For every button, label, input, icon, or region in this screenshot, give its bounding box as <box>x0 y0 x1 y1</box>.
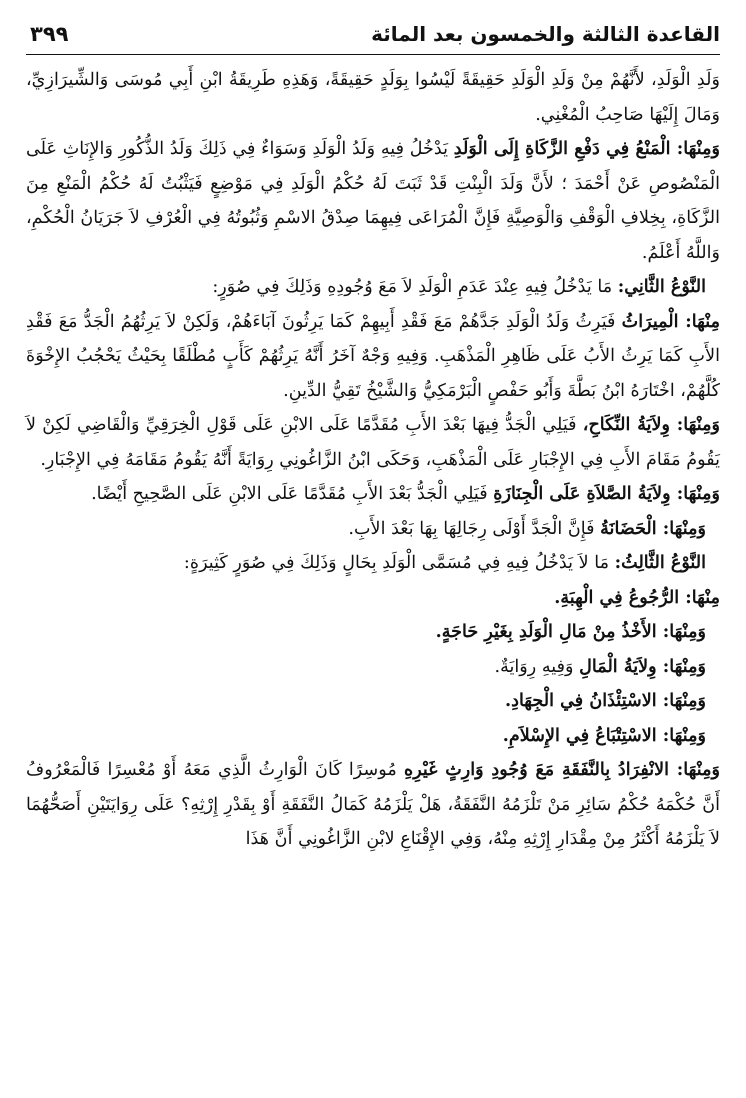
paragraph-lead: مِنْهَا: الْمِيرَاثُ <box>621 310 720 332</box>
paragraph-text: فَيَلِي الْجَدُّ بَعْدَ الأَبِ مُقَدَّمًا عَلَى الابْنِ عَلَى الصَّحِيحِ أَيْضًا. <box>91 484 494 504</box>
page-body <box>26 63 720 857</box>
paragraph <box>26 546 720 581</box>
paragraph <box>26 63 720 132</box>
paragraph-lead: وَمِنْهَا: الْمَنْعُ فِي دَفْعِ الزَّكَاةِ إِلَى الْوَلَدِ <box>453 138 720 159</box>
paragraph-lead: وَمِنْهَا: الاسْتِتْبَاعُ فِي الإِسْلاَمِ. <box>502 724 706 746</box>
paragraph <box>26 615 720 650</box>
paragraph-text: يَدْخُلُ فِيهِ وَلَدُ الْوَلَدِ وَسَوَاءٌ فِي ذَلِكَ وَلَدُ الذُّكُورِ وَالإِنَاثِ عَلَى الْمَنْصُوصِ عَنْ أَحْمَدَ ؛ لأَنَّ وَلَدَ الْبِنْتِ قَدْ ثَبَتَ لَهُ حُكْمُ الْوَلَدِ فِي مَوْضِعٍ فَيَثْبُتُ لَهُ حُكْمُ الْمَنْعِ مِنَ الزَّكَاةِ، بِخِلافِ الْوَقْفِ وَالْوَصِيَّةِ فَإِنَّ الْمُرَاعَى فِيهِمَا صِدْقُ الاسْمِ وَثُبُوتُهُ فِي الْعُرْفِ لاَ جَرَيَانُ الْحُكْمِ، وَاللَّهُ أَعْلَمُ. <box>26 139 720 263</box>
paragraph-lead: وَمِنْهَا: وِلاَيَةُ الصَّلاَةِ عَلَى الْجِنَازَةِ <box>493 483 720 504</box>
paragraph-lead: وَمِنْهَا: الأَخْذُ مِنْ مَالِ الْوَلَدِ بِغَيْرِ حَاجَةٍ. <box>435 621 706 642</box>
paragraph <box>26 270 720 305</box>
chapter-title: القاعدة الثالثة والخمسون بعد المائة <box>371 22 720 46</box>
paragraph-lead: وَمِنْهَا: وِلاَيَةُ الْمَالِ <box>579 655 706 677</box>
paragraph-lead: مِنْهَا: الرُّجُوعُ فِي الْهِبَةِ. <box>554 586 720 608</box>
paragraph-lead: وَمِنْهَا: الانْفِرَادُ بِالنَّفَقَةِ مَعَ وُجُودِ وَارِثٍ غَيْرِهِ <box>404 759 720 780</box>
paragraph-text: وَلَدِ الْوَلَدِ، لأَنَّهُمْ مِنْ وَلَدِ الْوَلَدِ حَقِيقَةً لَيْسُوا بِوَلَدٍ حَقِيقَةً، وَهَذِهِ طَرِيقَةُ ابْنِ أَبِي مُوسَى وَالشِّيرَازِيِّ، وَمَالَ إِلَيْهَا صَاحِبُ الْمُغْنِي. <box>26 70 720 125</box>
paragraph <box>26 581 720 616</box>
paragraph <box>26 408 720 477</box>
page-number: ٣٩٩ <box>30 22 69 46</box>
paragraph <box>26 650 720 685</box>
paragraph-text: مَا يَدْخُلُ فِيهِ عِنْدَ عَدَمِ الْوَلَدِ لاَ مَعَ وُجُودِهِ وَذَلِكَ فِي صُوَرٍ: <box>212 277 618 297</box>
paragraph-text: وَفِيهِ رِوَايَةٌ. <box>494 656 580 677</box>
paragraph-text: فَيَرِثُ وَلَدُ الْوَلَدِ جَدَّهُمْ مَعَ فَقْدِ أَبِيهِمْ كَمَا يَرِثُونَ آبَاءَهُمْ، وَلَكِنْ لاَ يَرِثُهُمُ الْجَدُّ مَعَ فَقْدِ الأَبِ كَمَا يَرِثُ الأَبُ عَلَى ظَاهِرِ الْمَذْهَبِ. وَفِيهِ وَجْهٌ آخَرُ أَنَّهُ يَرِثُهُمْ كَأَبٍ مُطْلَقًا بِحَيْثُ يَحْجُبُ الإِخْوَةَ كُلَّهُمْ، اخْتَارَهُ ابْنُ بَطَّةَ وَأَبُو حَفْصٍ الْبَرْمَكِيُّ وَالشَّيْخُ تَقِيُّ الدِّينِ. <box>26 311 720 401</box>
paragraph <box>26 512 720 547</box>
paragraph-text: مَا لاَ يَدْخُلُ فِيهِ فِي مُسَمَّى الْوَلَدِ بِحَالٍ وَذَلِكَ فِي صُوَرٍ كَثِيرَةٍ: <box>183 553 615 573</box>
paragraph-lead: وَمِنْهَا: الاسْتِئْذَانُ فِي الْجِهَادِ. <box>504 690 706 711</box>
paragraph-text: فَإِنَّ الْجَدَّ أَوْلَى رِجَالِهَا بِهَا بَعْدَ الأَبِ. <box>348 518 601 539</box>
paragraph-lead: وَمِنْهَا: وِلاَيَةُ النِّكَاحِ، <box>582 414 720 435</box>
running-header <box>26 22 720 55</box>
paragraph <box>26 719 720 754</box>
paragraph-lead: وَمِنْهَا: الْحَضَانَةُ <box>600 517 706 539</box>
paragraph <box>26 305 720 409</box>
paragraph-text: مُوسِرًا كَانَ الْوَارِثُ الَّذِي مَعَهُ أَوْ مُعْسِرًا فَالْمَعْرُوفُ أَنَّ حُكْمَهُ حُكْمُ سَائِرِ مَنْ تَلْزَمُهُ النَّفَقَةُ، هَلْ يَلْزَمُهُ كَمَالُ النَّفَقَةِ أَوْ بِقَدْرِ إِرْثِهِ؟ عَلَى رِوَايَتَيْنِ أَصَحُّهُمَا لاَ يَلْزَمُهُ أَكْثَرُ مِنْ مِقْدَارِ إِرْثِهِ مِنْهُ، وَفِي الإِقْنَاعِ لابْنِ الزَّاغُونِي أَنَّ هَذَا <box>26 760 720 849</box>
paragraph <box>26 753 720 857</box>
paragraph-lead: النَّوْعُ الثَّالِثُ: <box>614 552 706 573</box>
paragraph <box>26 132 720 270</box>
paragraph-text: فَيَلِي الْجَدُّ فِيهَا بَعْدَ الأَبِ مُقَدَّمًا عَلَى الابْنِ عَلَى قَوْلِ الْخِرَقِيِّ وَالْقَاضِي لَكِنْ لاَ يَقُومُ مَقَامَ الأَبِ فِي الإِجْبَارِ عَلَى الْمَذْهَبِ، وَحَكَى ابْنُ الزَّاغُونِي رِوَايَةً أَنَّهُ يَقُومُ مَقَامَهُ فِي الإِجْبَارِ. <box>26 415 720 470</box>
paragraph <box>26 477 720 512</box>
book-page <box>26 22 720 1088</box>
paragraph-lead: النَّوْعُ الثَّانِي: <box>617 276 706 297</box>
paragraph <box>26 684 720 719</box>
